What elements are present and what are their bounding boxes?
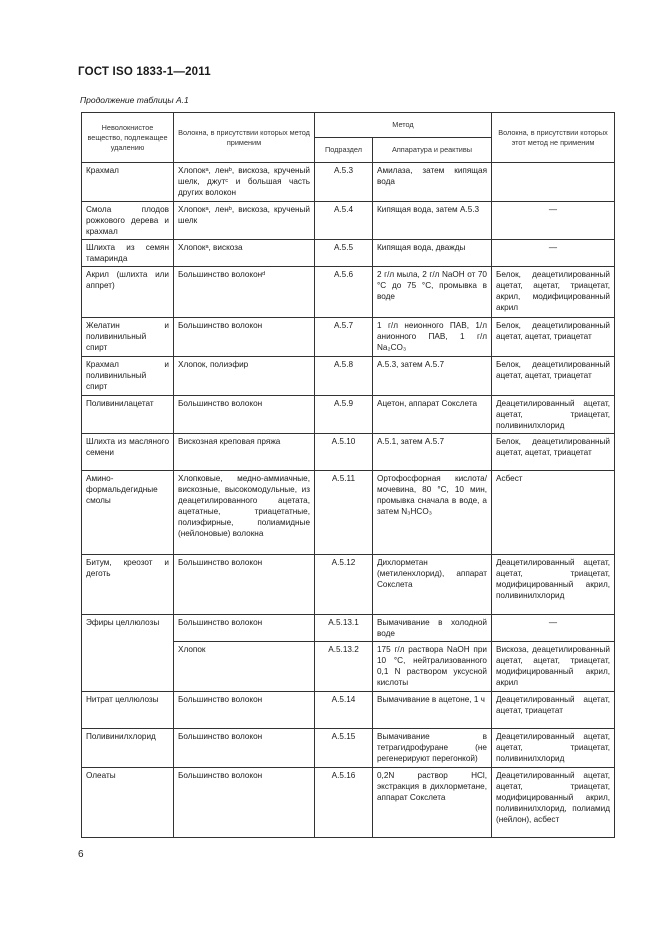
fibers-cell: Большинство волокон <box>174 768 315 838</box>
not-applicable-cell: — <box>492 202 615 240</box>
substance-cell: Крахмал <box>82 163 174 202</box>
method-code-cell: А.5.4 <box>315 202 373 240</box>
substance-cell: Шлихта из семян тамаринда <box>82 240 174 267</box>
substance-cell: Эфиры целлюлозы <box>82 615 174 692</box>
apparatus-cell: Вымачивание в тетрагидрофуране (не регенерируют перегонкой) <box>373 729 492 768</box>
not-applicable-cell <box>492 163 615 202</box>
method-code-cell: А.5.8 <box>315 357 373 396</box>
apparatus-cell: 175 г/л раствора NaOH при 10 °С, нейтрализованного 0,1 N раствором уксусной кислоты <box>373 642 492 692</box>
header-method: Метод <box>315 113 492 138</box>
fibers-cell: Большинство волокон <box>174 692 315 729</box>
substance-cell: Крахмал и поливинильный спирт <box>82 357 174 396</box>
substance-cell: Желатин и поливинильный спирт <box>82 318 174 357</box>
apparatus-cell: А.5.3, затем А.5.7 <box>373 357 492 396</box>
method-code-cell: А.5.5 <box>315 240 373 267</box>
method-code-cell: А.5.13.2 <box>315 642 373 692</box>
fibers-cell: Большинство волокон <box>174 615 315 642</box>
not-applicable-cell: Белок, деацетилированный ацетат, ацетат, триацетат <box>492 434 615 471</box>
fibers-cell: Вискозная креповая пряжа <box>174 434 315 471</box>
table-row <box>82 267 615 318</box>
method-code-cell: А.5.11 <box>315 471 373 555</box>
substance-cell: Шлихта из масляного семени <box>82 434 174 471</box>
table-row <box>82 202 615 240</box>
not-applicable-cell: — <box>492 240 615 267</box>
apparatus-cell: Кипящая вода, затем А.5.3 <box>373 202 492 240</box>
header-subsection: Подраздел <box>315 138 373 163</box>
not-applicable-cell: Деацетилированный ацетат, ацетат, триацетат, модифицированный акрил, поливинилхлорид <box>492 555 615 615</box>
substance-cell: Смола плодов рожкового дерева и крахмал <box>82 202 174 240</box>
apparatus-cell: Амилаза, затем кипящая вода <box>373 163 492 202</box>
not-applicable-cell: Деацетилированный ацетат, ацетат, триацетат, поливинилхлорид <box>492 729 615 768</box>
not-applicable-cell: Белок, деацетилированный ацетат, ацетат, триацетат, акрил, модифицированный акрил <box>492 267 615 318</box>
fiber-method-table <box>81 112 615 838</box>
apparatus-cell: Вымачивание в холодной воде <box>373 615 492 642</box>
method-code-cell: А.5.10 <box>315 434 373 471</box>
table-row <box>82 729 615 768</box>
method-code-cell: А.5.15 <box>315 729 373 768</box>
table-row <box>82 318 615 357</box>
substance-cell: Акрил (шлихта или аппрет) <box>82 267 174 318</box>
apparatus-cell: Дихлорметан (метиленхлорид), аппарат Сокслета <box>373 555 492 615</box>
table-row <box>82 768 615 838</box>
not-applicable-cell: Деацетилированный ацетат, ацетат, триацетат, модифицированный акрил, поливинилхлорид, полиамид (нейлон), асбест <box>492 768 615 838</box>
table-row <box>82 357 615 396</box>
not-applicable-cell: Белок, деацетилированный ацетат, ацетат, триацетат <box>492 357 615 396</box>
fibers-cell: Хлопокᵃ, ленᵇ, вискоза, крученый шелк <box>174 202 315 240</box>
apparatus-cell: 1 г/л неионного ПАВ, 1/л анионного ПАВ, 1 г/л Na₂CO₃ <box>373 318 492 357</box>
fibers-cell: Хлопокᵃ, ленᵇ, вискоза, крученый шелк, джутᶜ и большая часть других волокон <box>174 163 315 202</box>
apparatus-cell: Вымачивание в ацетоне, 1 ч <box>373 692 492 729</box>
table-row <box>82 434 615 471</box>
table-header-row <box>82 113 615 138</box>
not-applicable-cell: Асбест <box>492 471 615 555</box>
not-applicable-cell: Деацетилированный ацетат, ацетат, триацетат <box>492 692 615 729</box>
substance-cell: Амино-формальдегидные смолы <box>82 471 174 555</box>
method-code-cell: А.5.9 <box>315 396 373 434</box>
substance-cell: Нитрат целлюлозы <box>82 692 174 729</box>
fibers-cell: Большинство волокон <box>174 396 315 434</box>
table-row <box>82 615 615 642</box>
table-row <box>82 240 615 267</box>
fibers-cell: Хлопокᵃ, вискоза <box>174 240 315 267</box>
method-code-cell: А.5.14 <box>315 692 373 729</box>
fibers-cell: Большинство волоконᵈ <box>174 267 315 318</box>
substance-cell: Поливинилхлорид <box>82 729 174 768</box>
header-not-applicable-fibers: Волокна, в присутствии которых этот метод не применим <box>492 113 615 163</box>
table-row <box>82 692 615 729</box>
header-applicable-fibers: Волокна, в присутствии которых метод применим <box>174 113 315 163</box>
apparatus-cell: 0,2N раствор HCl, экстракция в дихлорметане, аппарат Сокслета <box>373 768 492 838</box>
fibers-cell: Большинство волокон <box>174 555 315 615</box>
table-row <box>82 471 615 555</box>
apparatus-cell: 2 г/л мыла, 2 г/л NaOH от 70 °С до 75 °С, промывка в воде <box>373 267 492 318</box>
apparatus-cell: Ацетон, аппарат Сокслета <box>373 396 492 434</box>
not-applicable-cell: Вискоза, деацетилированный ацетат, ацетат, триацетат, модифицированный акрил, акрил <box>492 642 615 692</box>
apparatus-cell: А.5.1, затем А.5.7 <box>373 434 492 471</box>
header-apparatus: Аппаратура и реактивы <box>373 138 492 163</box>
method-code-cell: А.5.6 <box>315 267 373 318</box>
header-substance: Неволокнистое вещество, подлежащее удалению <box>82 113 174 163</box>
method-code-cell: А.5.16 <box>315 768 373 838</box>
fibers-cell: Большинство волокон <box>174 318 315 357</box>
apparatus-cell: Ортофосфорная кислота/мочевина, 80 °С, 10 мин, промывка сначала в воде, а затем N₃HCO₃ <box>373 471 492 555</box>
not-applicable-cell: Белок, деацетилированный ацетат, ацетат, триацетат <box>492 318 615 357</box>
table-row <box>82 396 615 434</box>
not-applicable-cell: — <box>492 615 615 642</box>
table-row <box>82 555 615 615</box>
substance-cell: Битум, креозот и деготь <box>82 555 174 615</box>
fibers-cell: Хлопок <box>174 642 315 692</box>
method-code-cell: А.5.13.1 <box>315 615 373 642</box>
method-code-cell: А.5.12 <box>315 555 373 615</box>
substance-cell: Олеаты <box>82 768 174 838</box>
table-row <box>82 163 615 202</box>
document-title: ГОСТ ISO 1833-1—2011 <box>78 66 211 78</box>
not-applicable-cell: Деацетилированный ацетат, ацетат, триацетат, поливинилхлорид <box>492 396 615 434</box>
method-code-cell: А.5.3 <box>315 163 373 202</box>
page-number: 6 <box>78 849 84 860</box>
table-caption: Продолжение таблицы А.1 <box>80 95 189 105</box>
fibers-cell: Хлопковые, медно-аммиачные, вискозные, высокомодульные, из деацетилированного ацетата, ацетатные, триацетатные, полиэфирные, полиамидные (нейлоновые) волокна <box>174 471 315 555</box>
method-code-cell: А.5.7 <box>315 318 373 357</box>
apparatus-cell: Кипящая вода, дважды <box>373 240 492 267</box>
fibers-cell: Большинство волокон <box>174 729 315 768</box>
substance-cell: Поливинилацетат <box>82 396 174 434</box>
fibers-cell: Хлопок, полиэфир <box>174 357 315 396</box>
